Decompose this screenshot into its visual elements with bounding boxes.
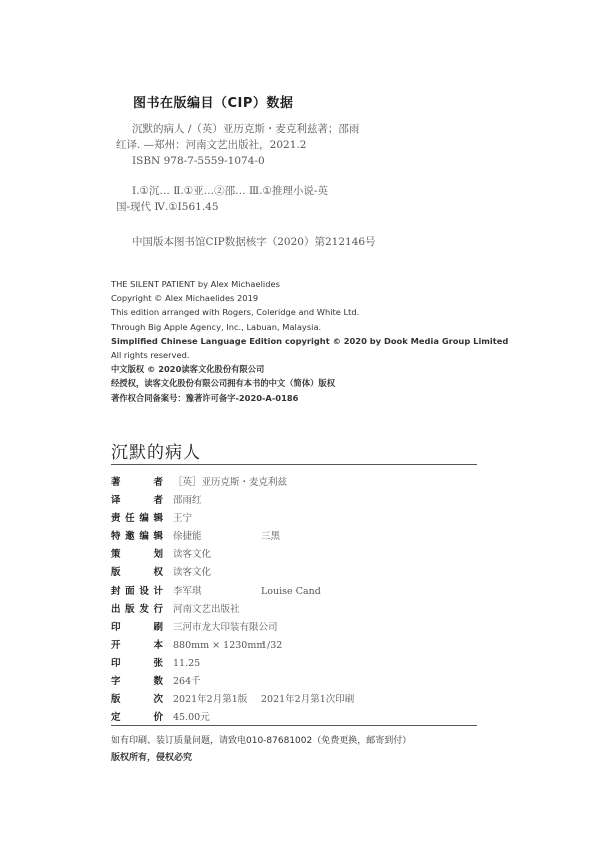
credit-row (111, 583, 481, 601)
credit-row (111, 691, 481, 709)
credit-value: 880mm × 1230mm (173, 639, 266, 651)
credit-row (111, 564, 481, 582)
credit-value: 读客文化 (173, 567, 212, 579)
credit-label: 策划 (111, 549, 163, 561)
cip-line: Ⅰ.①沉… Ⅱ.①亚…②邵… Ⅲ.①推理小说-英 (132, 185, 328, 197)
title-divider (111, 464, 477, 465)
credit-value: ［英］亚历克斯・麦克利兹 (173, 477, 288, 488)
cip-subject-terms (116, 183, 456, 215)
credit-extra: Louise Cand (261, 585, 321, 597)
credit-value: 三河市龙大印装有限公司 (173, 621, 278, 633)
credits-table (111, 474, 481, 727)
credit-label: 版权 (111, 567, 163, 579)
credit-value: 河南文艺出版社 (173, 603, 240, 615)
copyright-cn-line: 中文版权 © 2020读客文化股份有限公司 (111, 364, 265, 375)
credit-value: 李军琪 (173, 585, 202, 597)
credit-label: 译者 (111, 495, 163, 507)
credit-row (111, 546, 481, 564)
credit-value: 王宁 (173, 513, 193, 525)
credit-label: 印刷 (111, 621, 163, 633)
cip-line: ISBN 978-7-5559-1074-0 (132, 155, 265, 167)
credit-row (111, 673, 481, 691)
book-title: 沉默的病人 (111, 443, 201, 463)
credit-value: 11.25 (173, 657, 201, 669)
credit-row (111, 528, 481, 546)
credit-label: 出版发行 (111, 603, 163, 615)
credit-label: 版次 (111, 694, 163, 706)
cip-bibliographic-record (116, 121, 456, 169)
credit-row (111, 637, 481, 655)
credit-row (111, 619, 481, 637)
credit-label: 特邀编辑 (111, 531, 163, 543)
cip-record-number (116, 234, 456, 250)
credit-extra: 2021年2月第1次印刷 (261, 694, 355, 706)
credit-label: 定价 (111, 712, 163, 724)
copyright-line: Copyright © Alex Michaelides 2019 (111, 293, 259, 304)
cip-line: 中国版本图书馆CIP数据核字（2020）第212146号 (132, 236, 376, 248)
credit-label: 印张 (111, 657, 163, 669)
credit-label: 开本 (111, 639, 163, 651)
credit-row (111, 655, 481, 673)
credit-value: 2021年2月第1版 (173, 694, 248, 706)
footer-line: 如有印刷、装订质量问题，请致电010-87681002（免费更换，邮寄到付） (111, 736, 412, 746)
credit-row (111, 492, 481, 510)
footer-notice (111, 733, 491, 767)
credit-label: 责任编辑 (111, 513, 163, 525)
cip-line: 沉默的病人 /（英）亚历克斯・麦克利兹著；邵雨 (132, 123, 360, 135)
cip-line: 红译. —郑州：河南文艺出版社，2021.2 (116, 139, 307, 151)
copyright-line: This edition arranged with Rogers, Coleridge and White Ltd. (111, 307, 360, 318)
copyright-line: Simplified Chinese Language Edition copyright © 2020 by Dook Media Group Limited (111, 335, 509, 346)
footer-divider (111, 725, 477, 726)
copyright-cn-line: 著作权合同备案号：豫著许可备字-2020-A-0186 (111, 392, 299, 403)
credit-row (111, 601, 481, 619)
credit-value: 读客文化 (173, 549, 212, 561)
cip-title: 图书在版编目（CIP）数据 (133, 96, 294, 111)
credit-value: 邵雨红 (173, 495, 202, 507)
credit-value: 264千 (173, 676, 201, 688)
credit-value: 徐捷能 (173, 531, 202, 543)
credit-value: 45.00元 (173, 712, 210, 724)
copyright-notice (111, 277, 509, 405)
credit-extra: 三黑 (261, 531, 281, 543)
copyright-line: Through Big Apple Agency, Inc., Labuan, Malaysia. (111, 321, 322, 332)
rights-reserved: 版权所有，侵权必究 (111, 753, 193, 763)
credit-row (111, 510, 481, 528)
copyright-line: All rights reserved. (111, 350, 190, 361)
credit-extra: 1/32 (261, 639, 283, 651)
copyright-cn-line: 经授权，读客文化股份有限公司拥有本书的中文（简体）版权 (111, 378, 336, 389)
cip-line: 国-现代 Ⅳ.①I561.45 (116, 201, 219, 213)
copyright-line: THE SILENT PATIENT by Alex Michaelides (111, 279, 280, 289)
credit-row (111, 474, 481, 492)
credit-label: 著者 (111, 477, 163, 488)
credit-label: 字数 (111, 676, 163, 688)
credit-label: 封面设计 (111, 585, 163, 597)
